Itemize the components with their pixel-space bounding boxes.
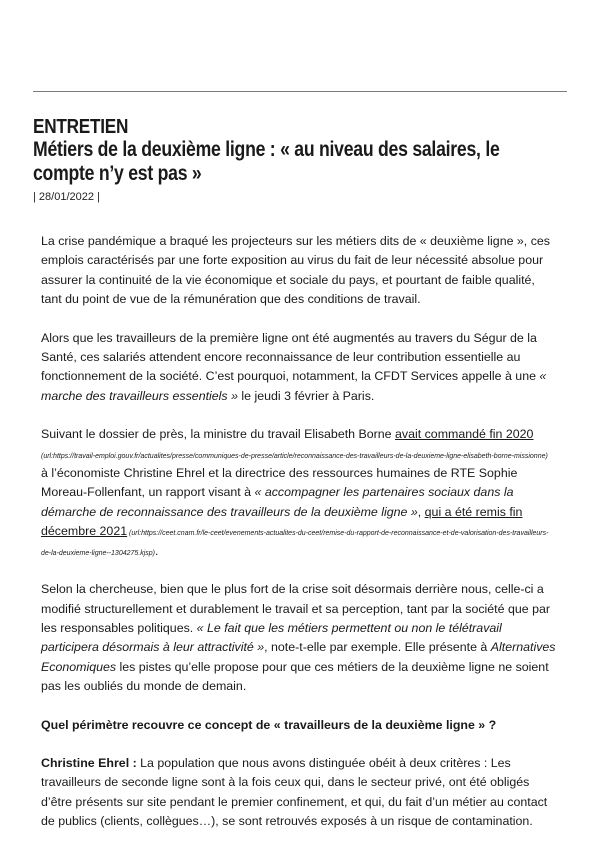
interview-answer — [41, 754, 556, 832]
paragraph-researcher — [41, 580, 556, 696]
article-date: | 28/01/2022 | — [33, 191, 100, 203]
link-remise-rapport[interactable]: qui a été remis fin décembre 2021 — [41, 504, 523, 539]
paragraph-text: le jeudi 3 février à Paris. — [237, 388, 375, 403]
speaker-name: Christine Ehrel : — [41, 755, 137, 770]
article-kicker: ENTRETIEN — [33, 116, 129, 138]
paragraph-context — [41, 329, 556, 407]
paragraph-intro: La crise pandémique a braqué les projecteurs sur les métiers dits de « deuxième ligne », ces emplois caractérisés par une forte exposition au virus du fait de leur nécessité absolue pour assurer la continuité de la vie économique et sociale du pays, et pourtant de faible qualité, tant du point de vue de la rémunération que des conditions de travail. — [41, 234, 550, 307]
paragraph-text: La population que nous avons distinguée obéit à deux critères : Les travailleurs de seconde ligne sont à la fois ceux qui, dans le secteur privé, ont été obligés d’être présents sur site pendant le premier confinement, et qui, du fait d’un métier au contact de publics (clients, collègues…), se sont retrouvés exposés à un risque de contamination. — [41, 755, 548, 829]
quote-text: « Le fait que les métiers permettent ou non le télétravail participera désormais à leur attractivité » — [41, 620, 502, 655]
top-divider — [33, 91, 567, 92]
paragraph-text: . — [155, 543, 159, 558]
article-header — [33, 116, 563, 204]
paragraph-text: , note-t-elle par exemple. Elle présente à — [264, 640, 491, 655]
paragraph-text: Alors que les travailleurs de la première ligne ont été augmentés au travers du Ségur de la Santé, ces salariés attendent encore reconnaissance de leur contribution essentielle au fonctionnement de la société. C’est pourquoi, notamment, la CFDT Services appelle à une — [41, 330, 540, 384]
paragraph-report — [41, 425, 556, 561]
paragraph-text: à l’économiste Christine Ehrel et la directrice des ressources humaines de RTE Sophie Moreau-Follenfant, un rapport visant à — [41, 466, 518, 500]
interview-question: Quel périmètre recouvre ce concept de « travailleurs de la deuxième ligne » ? — [41, 717, 497, 732]
quote-text: « marche des travailleurs essentiels » — [41, 369, 547, 403]
paragraph-text: les pistes qu’elle propose pour que ces métiers de la deuxième ligne ne soient pas les oubliés du monde de demain. — [41, 659, 549, 694]
url-commande-2020[interactable]: (url:https://travail-emploi.gouv.fr/actualites/presse/communiques-de-presse/article/reconnaissance-des-travailleurs-de-la-deuxieme-ligne-elisabeth-borne-missionne) — [41, 452, 548, 460]
link-commande-2020[interactable]: avait commandé fin 2020 — [395, 427, 534, 442]
quote-text: « accompagner les partenaires sociaux dans la démarche de reconnaissance des travailleurs de la deuxième ligne » — [41, 485, 514, 519]
article-body — [41, 232, 556, 851]
url-remise-rapport[interactable]: (url:https://ceet.cnam.fr/le-ceet/evenements-actualites-du-ceet/remise-du-rapport-de-reconnaissance-et-de-valorisation-des-travailleurs-de-la-deuxieme-ligne--1304275.kjsp) — [41, 530, 549, 557]
paragraph-text: Suivant le dossier de près, la ministre du travail Elisabeth Borne — [41, 427, 395, 442]
paragraph-text: Selon la chercheuse, bien que le plus fort de la crise soit désormais derrière nous, celle-ci a modifié structurellement et durablement le travail et sa perception, tant par la société que par les responsables politiques. — [41, 582, 550, 635]
paragraph-text: , — [417, 504, 425, 519]
article-title: Métiers de la deuxième ligne : « au niveau des salaires, le compte n’y est pas » — [33, 138, 500, 185]
publication-name: Alternatives Economiques — [41, 640, 556, 674]
